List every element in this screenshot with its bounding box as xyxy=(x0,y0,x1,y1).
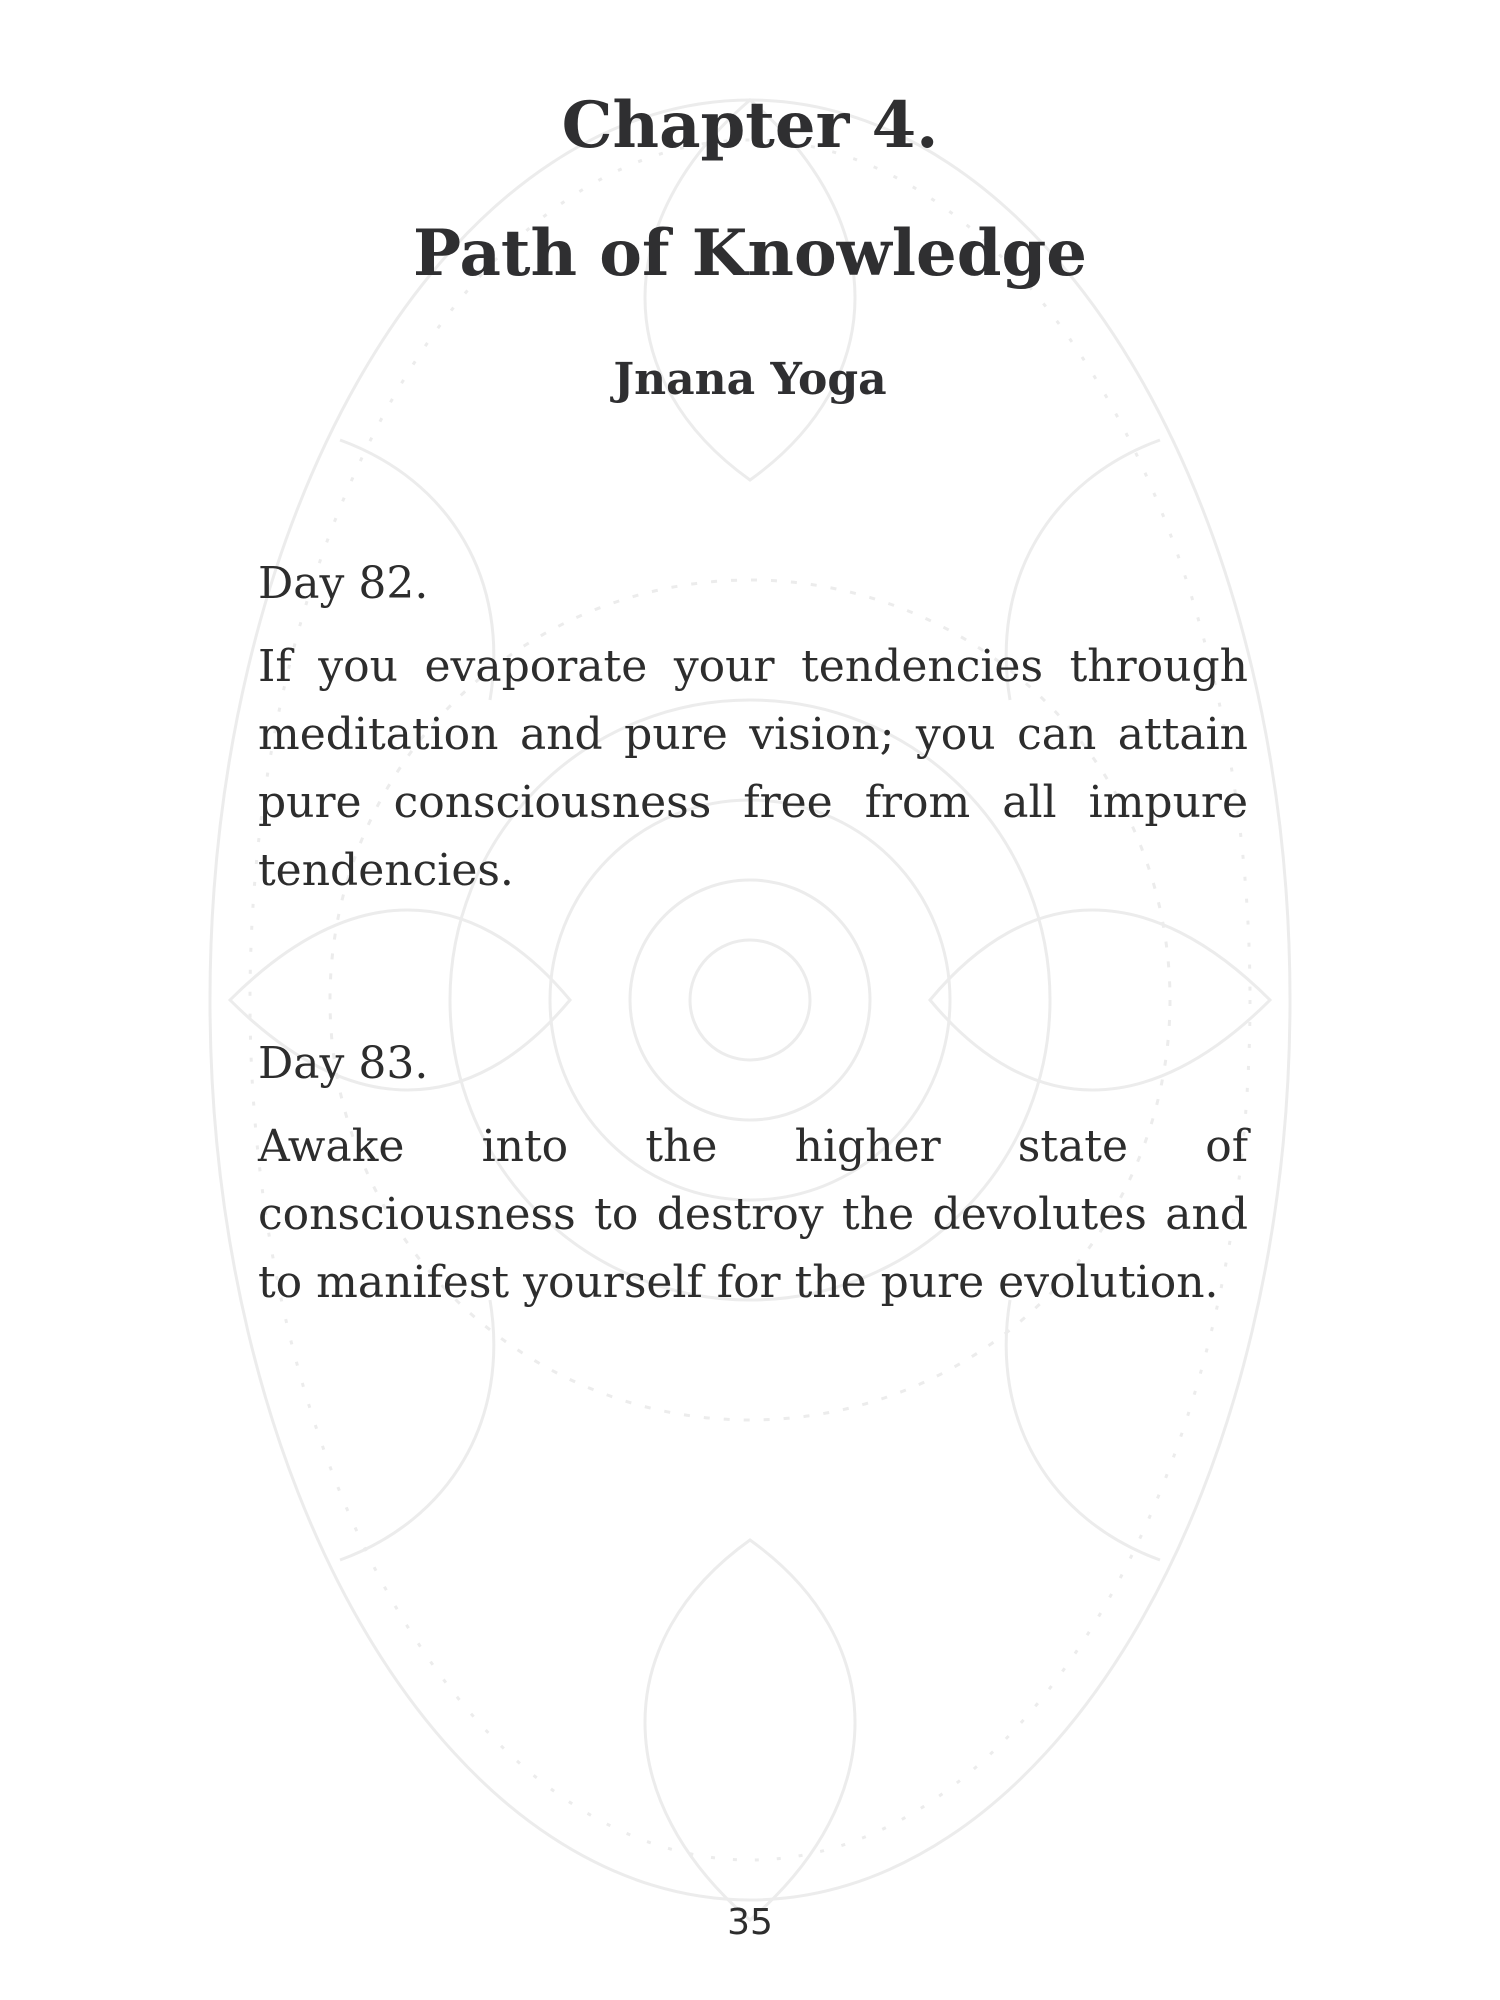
mandala-background-ornament xyxy=(190,20,1310,1980)
chapter-number: Chapter 4. xyxy=(561,88,939,163)
day-entry xyxy=(258,555,1248,905)
chapter-title: Path of Knowledge xyxy=(413,216,1087,291)
day-text: Awake into the higher state of consciousness to destroy the devolutes and to manifest yourself for the pure evolution. xyxy=(258,1121,1248,1308)
day-heading: Day 82. xyxy=(258,558,429,609)
page-number: 35 xyxy=(727,1902,773,1943)
day-heading: Day 83. xyxy=(258,1038,429,1089)
chapter-subtitle: Jnana Yoga xyxy=(613,354,887,405)
day-entry xyxy=(258,1035,1248,1317)
day-text: If you evaporate your tendencies through meditation and pure vision; you can attain pure consciousness free from all impure tendencies. xyxy=(258,641,1248,896)
